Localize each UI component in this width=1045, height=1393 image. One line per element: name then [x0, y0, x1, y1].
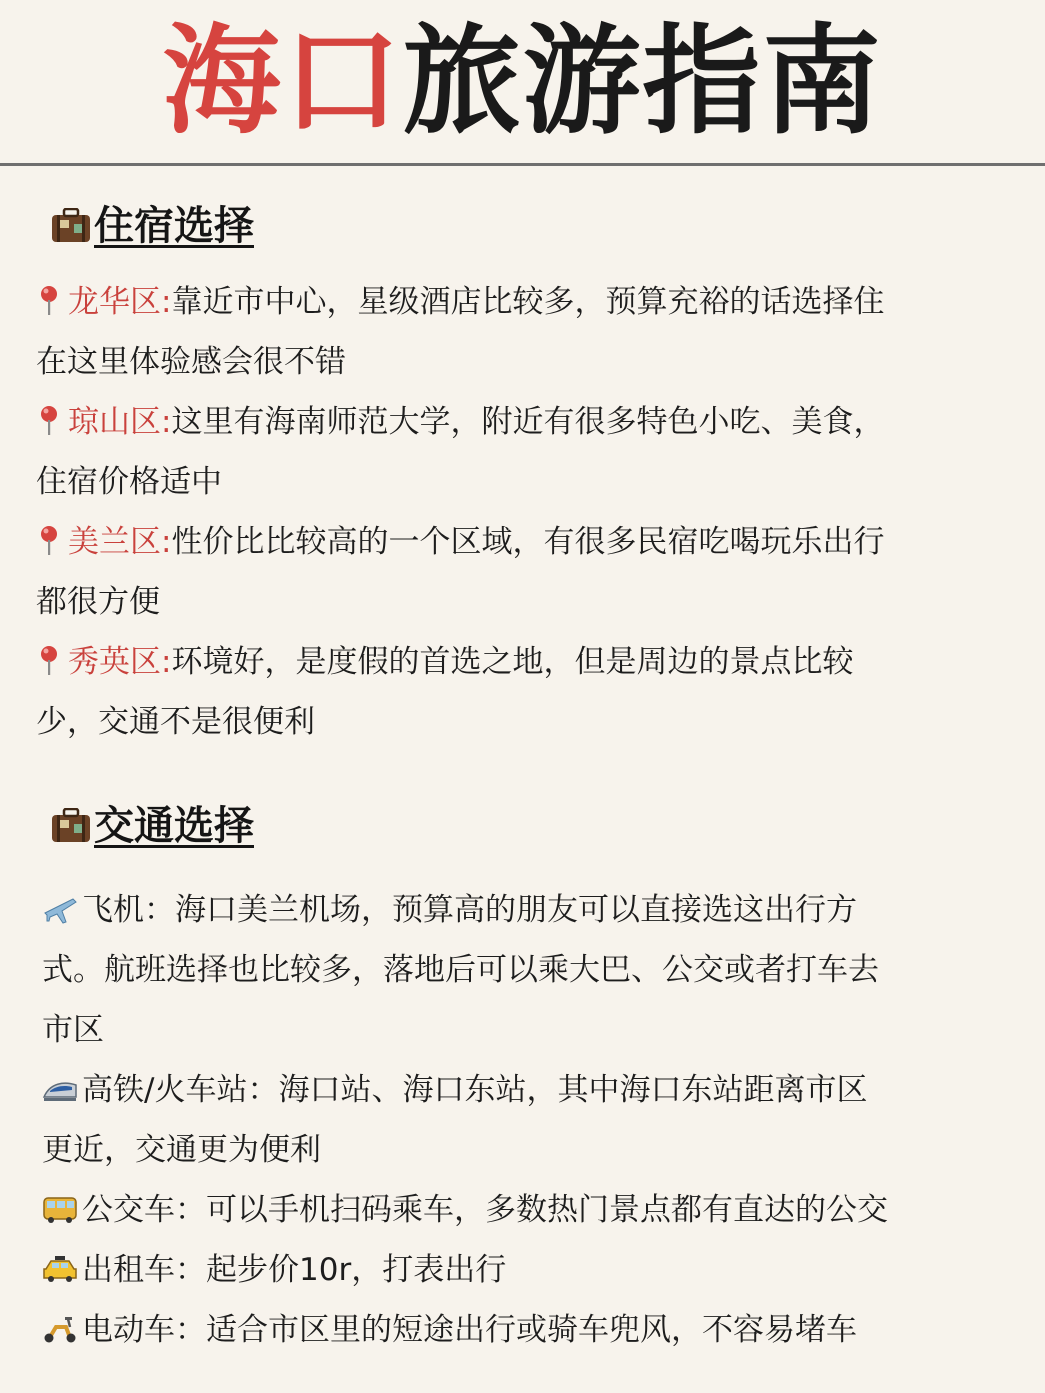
transport-description: 高铁/火车站：海口站、海口东站，其中海口东站距离市区: [82, 1072, 868, 1108]
accommodation-item: [36, 272, 996, 392]
district-description-continued: 都很方便: [36, 584, 160, 620]
district-description-continued: 少，交通不是很便利: [36, 704, 315, 740]
district-description: 这里有海南师范大学，附近有很多特色小吃、美食，: [171, 404, 885, 440]
district-description: 环境好，是度假的首选之地，但是周边的景点比较: [171, 644, 854, 680]
transport-item: [42, 1240, 1002, 1300]
suitcase-icon: [50, 808, 92, 844]
transport-item: [42, 1300, 1002, 1360]
accommodation-item: [36, 632, 996, 752]
transport-description-continued: 式。航班选择也比较多，落地后可以乘大巴、公交或者打车去: [42, 952, 879, 988]
district-name: 美兰区:: [68, 524, 172, 560]
transport-description: 出租车：起步价10r，打表出行: [82, 1252, 507, 1288]
district-description: 性价比比较高的一个区域，有很多民宿吃喝玩乐出行: [171, 524, 885, 560]
pin-icon: [36, 644, 62, 676]
pin-icon: [36, 404, 62, 436]
title-divider: [0, 163, 1045, 166]
district-name: 龙华区:: [68, 284, 172, 320]
district-name: 秀英区:: [68, 644, 172, 680]
taxi-icon: [42, 1253, 78, 1285]
title-city: 海口: [162, 12, 403, 150]
transport-item: [42, 1180, 1002, 1240]
transport-description: 公交车：可以手机扫码乘车，多数热门景点都有直达的公交: [82, 1192, 888, 1228]
accommodation-heading-text: 住宿选择: [94, 203, 254, 249]
district-description: 靠近市中心，星级酒店比较多，预算充裕的话选择住: [171, 284, 885, 320]
accommodation-heading: [50, 202, 254, 250]
district-description-continued: 在这里体验感会很不错: [36, 344, 346, 380]
transport-description: 飞机：海口美兰机场，预算高的朋友可以直接选这出行方: [82, 892, 857, 928]
suitcase-icon: [50, 208, 92, 244]
bus-icon: [42, 1193, 78, 1225]
page-title: [0, 12, 1045, 150]
district-name: 琼山区:: [68, 404, 172, 440]
transport-item: [42, 1060, 1002, 1180]
transport-item: [42, 880, 1002, 1060]
district-description-continued: 住宿价格适中: [36, 464, 222, 500]
accommodation-item: [36, 512, 996, 632]
scooter-icon: [42, 1313, 78, 1345]
pin-icon: [36, 284, 62, 316]
transport-description-continued: 更近，交通更为便利: [42, 1132, 321, 1168]
transport-heading-text: 交通选择: [94, 803, 254, 849]
transport-description-continued: 市区: [42, 1012, 104, 1048]
transport-heading: [50, 802, 254, 850]
pin-icon: [36, 524, 62, 556]
bullet-train-icon: [42, 1073, 78, 1105]
title-guide: 旅游指南: [402, 12, 883, 150]
airplane-icon: [42, 893, 78, 925]
transport-description: 电动车：适合市区里的短途出行或骑车兜风，不容易堵车: [82, 1312, 857, 1348]
accommodation-item: [36, 392, 996, 512]
